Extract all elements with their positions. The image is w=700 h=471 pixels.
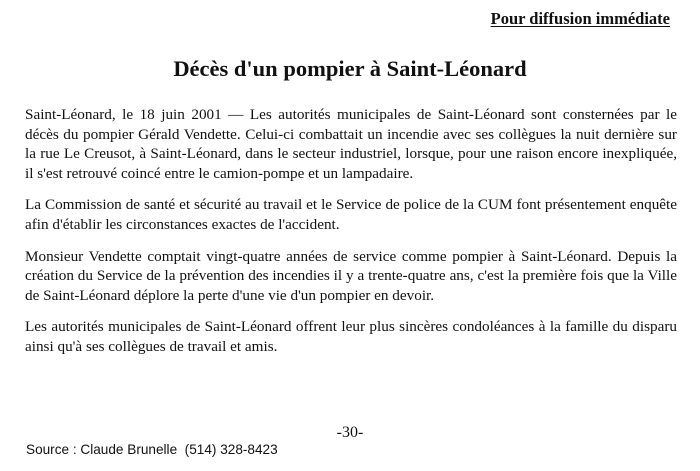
document-title: Décès d'un pompier à Saint-Léonard bbox=[173, 56, 527, 81]
paragraph-condolences: Les autorités municipales de Saint-Léonard offrent leur plus sincères condoléances à la famille du disparu ainsi qu'à ses collègues de travail et amis. bbox=[25, 318, 677, 355]
source-contact: Source : Claude Brunelle (514) 328-8423 bbox=[26, 442, 278, 457]
paragraph-investigation: La Commission de santé et sécurité au travail et le Service de police de la CUM font présentement enquête afin d'établir les circonstances exactes de l'accident. bbox=[25, 196, 677, 233]
release-tag: Pour diffusion immédiate bbox=[490, 9, 670, 28]
page-number: -30- bbox=[336, 424, 364, 441]
paragraph-service-history: Monsieur Vendette comptait vingt-quatre années de service comme pompier à Saint-Léonard. Depuis la création du Service de la prévention des incendies il y a trente-quatre ans, c'est la première fois que la Ville de Saint-Léonard déplore la perte d'une vie d'un pompier en devoir. bbox=[25, 247, 677, 304]
press-release-body bbox=[25, 105, 677, 369]
paragraph-announcement: Saint-Léonard, le 18 juin 2001 — Les autorités municipales de Saint-Léonard sont consternées par le décès du pompier Gérald Vendette. Celui-ci combattait un incendie avec ses collègues la nuit dernière sur la rue Le Creusot, à Saint-Léonard, dans le secteur industriel, lorsque, pour une raison encore inexpliquée, il s'est retrouvé coincé entre le camion-pompe et un lampadaire. bbox=[25, 106, 677, 182]
